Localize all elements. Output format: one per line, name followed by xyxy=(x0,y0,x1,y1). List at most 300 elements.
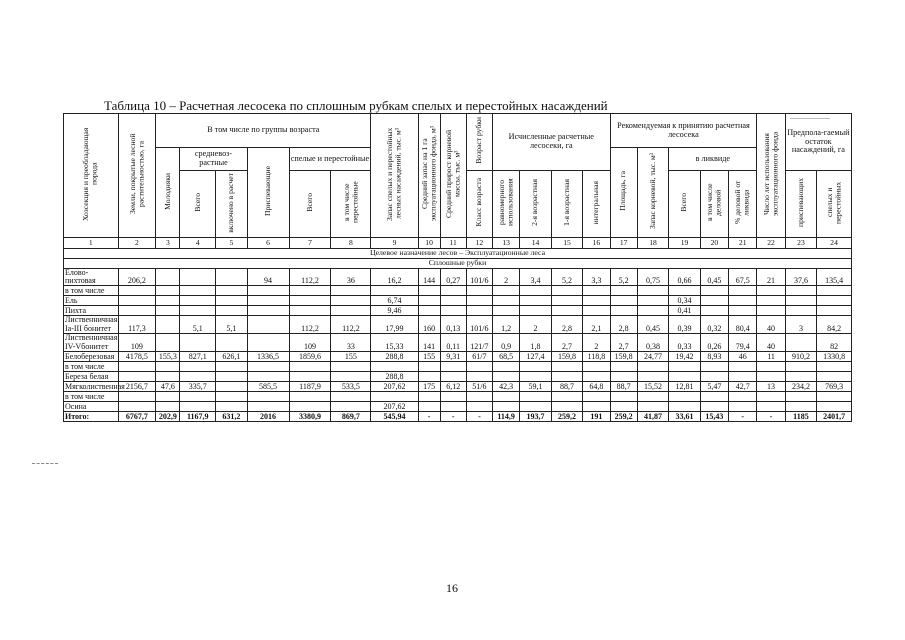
value-cell xyxy=(440,306,466,316)
value-cell: 2,1 xyxy=(583,316,610,334)
value-cell: 631,2 xyxy=(216,411,247,421)
column-number-row xyxy=(64,237,852,248)
value-cell xyxy=(700,371,728,381)
value-cell: 19,42 xyxy=(669,351,700,361)
value-cell xyxy=(817,286,852,296)
value-cell xyxy=(551,286,582,296)
value-cell: 0,13 xyxy=(440,316,466,334)
value-cell xyxy=(785,371,816,381)
value-cell: 2 xyxy=(583,334,610,352)
value-cell xyxy=(466,296,492,306)
column-number: 13 xyxy=(493,237,520,248)
value-cell xyxy=(669,401,700,411)
value-cell: 0,39 xyxy=(669,316,700,334)
value-cell xyxy=(729,391,757,401)
value-cell: 46 xyxy=(729,351,757,361)
value-cell: 3,3 xyxy=(583,268,610,286)
header-ripening: Приспевающие xyxy=(247,148,289,238)
table-row xyxy=(64,391,852,401)
value-cell: 79,4 xyxy=(729,334,757,352)
species-cell: Лиственничная Ia-III бонитет xyxy=(65,315,118,333)
value-cell: 24,77 xyxy=(637,351,668,361)
column-number: 17 xyxy=(610,237,637,248)
value-cell xyxy=(729,361,757,371)
value-cell xyxy=(520,296,551,306)
species-cell: Елово-пихтовая xyxy=(64,268,119,286)
value-cell xyxy=(289,296,331,306)
value-cell: 207,62 xyxy=(371,381,418,391)
value-cell: 3 xyxy=(785,316,816,334)
value-cell: 2,8 xyxy=(610,316,637,334)
value-cell: 51/6 xyxy=(466,381,492,391)
value-cell: 101/6 xyxy=(466,268,492,286)
header-rec-business: в том числе деловой xyxy=(700,171,728,238)
value-cell xyxy=(700,296,728,306)
column-number: 4 xyxy=(180,237,216,248)
value-cell xyxy=(371,361,418,371)
value-cell: 175 xyxy=(418,381,440,391)
value-cell: 16,2 xyxy=(371,268,418,286)
column-number: 6 xyxy=(247,237,289,248)
value-cell xyxy=(371,286,418,296)
header-ripe-total: Всего xyxy=(289,171,331,238)
value-cell xyxy=(785,296,816,306)
value-cell: 59,1 xyxy=(520,381,551,391)
value-cell xyxy=(493,306,520,316)
value-cell xyxy=(817,361,852,371)
value-cell xyxy=(180,401,216,411)
value-cell: 15,43 xyxy=(700,411,728,421)
value-cell xyxy=(610,296,637,306)
value-cell xyxy=(289,401,331,411)
value-cell xyxy=(637,361,668,371)
value-cell: 1,2 xyxy=(493,316,520,334)
header-rec-liquid: в ликвиде xyxy=(669,148,757,171)
value-cell xyxy=(817,391,852,401)
page-number: 16 xyxy=(446,581,458,595)
species-cell: Осина xyxy=(64,401,119,411)
header-calc-uniform: равномерного использования xyxy=(493,171,520,238)
value-cell: - xyxy=(729,411,757,421)
table-row xyxy=(64,351,852,361)
value-cell xyxy=(493,391,520,401)
species-cell: Мягколиственная xyxy=(65,381,125,391)
value-cell xyxy=(610,286,637,296)
value-cell xyxy=(180,334,216,352)
table-row xyxy=(64,286,852,296)
value-cell xyxy=(156,334,180,352)
value-cell: 155 xyxy=(331,351,371,361)
value-cell xyxy=(493,296,520,306)
column-number: 24 xyxy=(817,237,852,248)
value-cell xyxy=(757,391,785,401)
value-cell: 114,9 xyxy=(493,411,520,421)
value-cell: 159,8 xyxy=(551,351,582,361)
column-number: 14 xyxy=(520,237,551,248)
value-cell: 5,47 xyxy=(700,381,728,391)
value-cell xyxy=(180,268,216,286)
value-cell: 9,31 xyxy=(440,351,466,361)
header-calc-int: интегральная xyxy=(583,171,610,238)
value-cell xyxy=(583,306,610,316)
value-cell xyxy=(156,306,180,316)
value-cell: 37,6 xyxy=(785,268,816,286)
value-cell: 47,6 xyxy=(156,381,180,391)
column-number: 22 xyxy=(757,237,785,248)
value-cell xyxy=(785,334,816,352)
value-cell xyxy=(289,371,331,381)
value-cell: 67,5 xyxy=(729,268,757,286)
value-cell xyxy=(331,371,371,381)
header-remain-ripe: спелых и перестойных xyxy=(817,171,852,238)
column-number: 11 xyxy=(440,237,466,248)
header-rec: Рекомендуемая к принятию расчетная лесосека xyxy=(610,114,757,148)
value-cell xyxy=(118,371,156,381)
value-cell xyxy=(729,401,757,411)
value-cell xyxy=(583,391,610,401)
value-cell xyxy=(418,371,440,381)
value-cell: 207,62 xyxy=(371,401,418,411)
value-cell xyxy=(669,361,700,371)
value-cell xyxy=(289,391,331,401)
value-cell xyxy=(520,286,551,296)
species-cell: в том числе xyxy=(64,391,119,401)
value-cell xyxy=(729,306,757,316)
value-cell xyxy=(466,361,492,371)
value-cell: 40 xyxy=(757,334,785,352)
value-cell: 117,3 xyxy=(118,316,156,334)
species-cell: в том числе xyxy=(64,361,119,371)
header-years: Число лет использования эксплуатационного фонда xyxy=(757,114,785,238)
value-cell: 0,45 xyxy=(637,316,668,334)
value-cell: 0,27 xyxy=(440,268,466,286)
value-cell xyxy=(418,361,440,371)
value-cell: 88,7 xyxy=(551,381,582,391)
value-cell xyxy=(118,401,156,411)
value-cell: 64,8 xyxy=(583,381,610,391)
value-cell: 206,2 xyxy=(118,268,156,286)
value-cell xyxy=(551,391,582,401)
header-young: Молодняки xyxy=(156,148,180,238)
header-avg-stock: Средний запас на 1 га эксплуатационного фонда, м³ xyxy=(418,114,440,238)
value-cell xyxy=(817,306,852,316)
species-cell: Береза белая xyxy=(64,371,119,381)
value-cell: 4178,5 xyxy=(118,351,156,361)
value-cell xyxy=(583,286,610,296)
value-cell xyxy=(583,401,610,411)
value-cell: 155 xyxy=(418,351,440,361)
value-cell xyxy=(757,306,785,316)
value-cell: 0,38 xyxy=(637,334,668,352)
value-cell xyxy=(785,361,816,371)
value-cell: 6767,7 xyxy=(118,411,156,421)
table-row xyxy=(64,306,852,316)
header-middle-incl: включено в расчет xyxy=(216,171,247,238)
column-number: 21 xyxy=(729,237,757,248)
value-cell: 2016 xyxy=(247,411,289,421)
column-number: 19 xyxy=(669,237,700,248)
value-cell xyxy=(371,391,418,401)
column-number: 18 xyxy=(637,237,668,248)
value-cell: 40 xyxy=(757,316,785,334)
value-cell xyxy=(700,306,728,316)
value-cell: 94 xyxy=(247,268,289,286)
value-cell xyxy=(700,361,728,371)
value-cell: 1185 xyxy=(785,411,816,421)
value-cell: 191 xyxy=(583,411,610,421)
value-cell xyxy=(610,361,637,371)
subsection-title: Сплошные рубки xyxy=(64,258,852,268)
column-number: 1 xyxy=(64,237,119,248)
table-row xyxy=(64,296,852,306)
value-cell xyxy=(247,306,289,316)
scan-artifact-line xyxy=(32,463,58,464)
value-cell xyxy=(729,296,757,306)
value-cell: - xyxy=(466,411,492,421)
value-cell xyxy=(493,361,520,371)
value-cell: 533,5 xyxy=(331,381,371,391)
value-cell xyxy=(700,391,728,401)
value-cell xyxy=(466,371,492,381)
value-cell xyxy=(440,401,466,411)
value-cell: - xyxy=(418,411,440,421)
value-cell: 17,99 xyxy=(371,316,418,334)
species-cell: Ель xyxy=(64,296,119,306)
value-cell xyxy=(669,371,700,381)
value-cell: 193,7 xyxy=(520,411,551,421)
cutting-area-table xyxy=(63,113,852,422)
value-cell xyxy=(637,371,668,381)
value-cell xyxy=(700,401,728,411)
table-row xyxy=(64,361,852,371)
value-cell xyxy=(216,306,247,316)
value-cell: 1336,5 xyxy=(247,351,289,361)
value-cell: 259,2 xyxy=(610,411,637,421)
value-cell: 0,41 xyxy=(669,306,700,316)
value-cell: 0,11 xyxy=(440,334,466,352)
value-cell: 36 xyxy=(331,268,371,286)
value-cell xyxy=(785,391,816,401)
value-cell: 1167,9 xyxy=(180,411,216,421)
value-cell xyxy=(637,401,668,411)
value-cell xyxy=(216,391,247,401)
value-cell: 9,46 xyxy=(371,306,418,316)
header-age-groups: В том числе по группы возраста xyxy=(156,114,371,148)
column-number: 2 xyxy=(118,237,156,248)
table-row xyxy=(64,316,852,334)
value-cell xyxy=(551,306,582,316)
value-cell xyxy=(156,401,180,411)
value-cell: 101/6 xyxy=(466,316,492,334)
value-cell xyxy=(757,371,785,381)
value-cell: 545,94 xyxy=(371,411,418,421)
column-number: 3 xyxy=(156,237,180,248)
value-cell xyxy=(583,361,610,371)
header-middle-total: Всего xyxy=(180,171,216,238)
value-cell xyxy=(418,306,440,316)
value-cell xyxy=(757,401,785,411)
header-hoz: Хозсекция и преобладающая порода xyxy=(64,114,119,238)
value-cell: 88,7 xyxy=(610,381,637,391)
value-cell xyxy=(216,381,247,391)
column-number: 10 xyxy=(418,237,440,248)
header-calc-2: 2-я возрастная xyxy=(520,171,551,238)
table-row xyxy=(64,381,852,391)
value-cell: 626,1 xyxy=(216,351,247,361)
value-cell: 42,3 xyxy=(493,381,520,391)
table-row xyxy=(64,334,852,352)
value-cell: 288,8 xyxy=(371,371,418,381)
value-cell xyxy=(637,296,668,306)
value-cell xyxy=(118,361,156,371)
value-cell xyxy=(118,296,156,306)
value-cell xyxy=(180,286,216,296)
value-cell xyxy=(610,371,637,381)
total-row xyxy=(64,411,852,421)
value-cell: 8,93 xyxy=(700,351,728,361)
value-cell xyxy=(180,371,216,381)
value-cell xyxy=(418,401,440,411)
value-cell: 1859,6 xyxy=(289,351,331,361)
value-cell xyxy=(610,306,637,316)
value-cell xyxy=(493,401,520,411)
value-cell xyxy=(493,371,520,381)
header-ripe: спелые и перестойные xyxy=(289,148,371,171)
species-cell: Белоберезовая xyxy=(64,351,119,361)
value-cell: 68,5 xyxy=(493,351,520,361)
value-cell xyxy=(289,286,331,296)
header-middle: средневоз-растные xyxy=(180,148,247,171)
value-cell xyxy=(440,296,466,306)
value-cell xyxy=(551,371,582,381)
value-cell: 80,4 xyxy=(729,316,757,334)
value-cell: 155,3 xyxy=(156,351,180,361)
value-cell xyxy=(331,401,371,411)
header-rec-area: Площадь, га xyxy=(610,148,637,238)
value-cell xyxy=(466,391,492,401)
value-cell xyxy=(418,296,440,306)
value-cell xyxy=(180,306,216,316)
header-growth: Средний прирост корневой массы, тыс. м³ xyxy=(440,114,466,238)
column-number: 23 xyxy=(785,237,816,248)
value-cell xyxy=(247,391,289,401)
value-cell xyxy=(156,316,180,334)
value-cell: 2 xyxy=(520,316,551,334)
value-cell: 41,87 xyxy=(637,411,668,421)
value-cell xyxy=(785,401,816,411)
value-cell xyxy=(520,371,551,381)
header-stock: Запас спелых и перестойных лесных насаждений, тыс. м³ xyxy=(371,114,418,238)
value-cell: 141 xyxy=(418,334,440,352)
value-cell xyxy=(331,286,371,296)
value-cell xyxy=(785,286,816,296)
header-cut-age: Возраст рубки xyxy=(466,114,492,171)
value-cell: 15,33 xyxy=(371,334,418,352)
column-number: 7 xyxy=(289,237,331,248)
value-cell xyxy=(216,371,247,381)
value-cell xyxy=(729,371,757,381)
value-cell xyxy=(247,371,289,381)
header-rec-total: Всего xyxy=(669,171,700,238)
value-cell: 33 xyxy=(331,334,371,352)
value-cell: 869,7 xyxy=(331,411,371,421)
species-cell: в том числе xyxy=(64,286,119,296)
value-cell xyxy=(440,361,466,371)
value-cell: 0,32 xyxy=(700,316,728,334)
value-cell: - xyxy=(440,411,466,421)
value-cell: 33,61 xyxy=(669,411,700,421)
value-cell: 3,4 xyxy=(520,268,551,286)
value-cell: - xyxy=(757,411,785,421)
value-cell: 6,74 xyxy=(371,296,418,306)
value-cell xyxy=(551,401,582,411)
table-row xyxy=(64,401,852,411)
value-cell: 13 xyxy=(757,381,785,391)
species-cell: Лиственничная IV-Vбонитет xyxy=(65,333,118,351)
value-cell xyxy=(180,296,216,306)
value-cell xyxy=(520,401,551,411)
value-cell: 5,2 xyxy=(551,268,582,286)
value-cell xyxy=(610,391,637,401)
value-cell xyxy=(156,391,180,401)
value-cell: 144 xyxy=(418,268,440,286)
value-cell xyxy=(156,361,180,371)
header-calc: Исчисленные расчетные лесосеки, га xyxy=(493,114,610,171)
value-cell: 2 xyxy=(493,268,520,286)
value-cell xyxy=(440,286,466,296)
value-cell: 84,2 xyxy=(817,316,852,334)
value-cell: 0,45 xyxy=(700,268,728,286)
value-cell xyxy=(247,401,289,411)
value-cell: 0,66 xyxy=(669,268,700,286)
value-cell xyxy=(669,391,700,401)
value-cell xyxy=(637,286,668,296)
value-cell xyxy=(216,334,247,352)
header-remain: Предпола-гаемый остаток насаждений, га xyxy=(785,114,851,171)
value-cell xyxy=(637,391,668,401)
value-cell: 2401,7 xyxy=(817,411,852,421)
value-cell xyxy=(700,286,728,296)
value-cell xyxy=(331,296,371,306)
header-remain-ripening: приспевающих xyxy=(785,171,816,238)
value-cell xyxy=(331,306,371,316)
value-cell: 1187,9 xyxy=(289,381,331,391)
value-cell: 3380,9 xyxy=(289,411,331,421)
column-number: 5 xyxy=(216,237,247,248)
value-cell xyxy=(289,306,331,316)
value-cell: 827,1 xyxy=(180,351,216,361)
value-cell xyxy=(156,286,180,296)
value-cell: 0,75 xyxy=(637,268,668,286)
value-cell: 2,7 xyxy=(610,334,637,352)
table-row xyxy=(64,268,852,286)
value-cell: 0,34 xyxy=(669,296,700,306)
species-cell: Пихта xyxy=(64,306,119,316)
value-cell xyxy=(817,401,852,411)
value-cell xyxy=(785,306,816,316)
value-cell: 109 xyxy=(118,334,156,352)
table-body xyxy=(64,268,852,421)
value-cell xyxy=(289,361,331,371)
value-cell xyxy=(520,306,551,316)
value-cell: 159,8 xyxy=(610,351,637,361)
header-land: Земли, покрытые лесной растительностью, га xyxy=(118,114,156,238)
value-cell xyxy=(757,361,785,371)
value-cell xyxy=(669,286,700,296)
value-cell: 121/7 xyxy=(466,334,492,352)
value-cell xyxy=(180,361,216,371)
value-cell: 2156,7 xyxy=(118,381,156,391)
